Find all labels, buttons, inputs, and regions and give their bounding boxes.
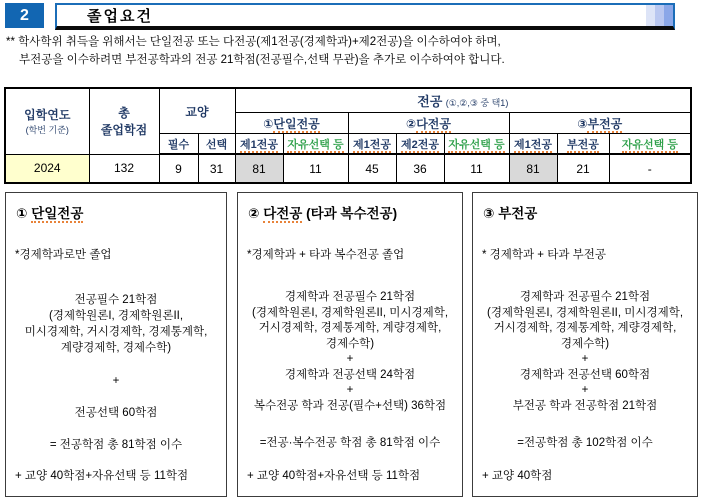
box3-title-main: 부전공 bbox=[498, 206, 538, 221]
cell-total: 132 bbox=[89, 154, 159, 183]
liberal-arts-label: 교양 bbox=[185, 104, 209, 119]
minor-box-title bbox=[473, 193, 697, 222]
box3-line: 거시경제학, 경제통계학, 계량경제학, bbox=[493, 322, 677, 334]
box3-intro: * 경제학과 + 타과 부전공 bbox=[482, 249, 606, 261]
plus-sign: + bbox=[346, 353, 354, 365]
plus-sign: + bbox=[346, 384, 354, 396]
double-major-box bbox=[237, 192, 463, 497]
subcol-minor-minor bbox=[557, 134, 609, 155]
subcol-required bbox=[159, 134, 198, 155]
stripe-medium bbox=[655, 5, 664, 26]
title-end-stripes bbox=[646, 5, 673, 26]
cell-multi-major2: 36 bbox=[396, 154, 444, 183]
box2-line: 경제수학) bbox=[325, 337, 375, 350]
box1-intro: *경제학과로만 졸업 bbox=[15, 249, 112, 261]
col-major-group bbox=[235, 88, 691, 113]
box3-line: 부전공 학과 전공학점 21학점 bbox=[512, 399, 658, 412]
group-single-major bbox=[235, 113, 348, 134]
box3-sum-line: =전공학점 총 102학점 이수 bbox=[517, 437, 653, 449]
entry-year-label: 입학연도 bbox=[24, 108, 71, 123]
section-title-bar bbox=[55, 3, 675, 30]
box1-line: 전공필수 21학점 bbox=[74, 294, 158, 306]
box2-line: 경제학과 전공선택 24학점 bbox=[284, 368, 416, 381]
group3-label: 부전공 bbox=[587, 116, 623, 131]
box1-line: 계량경제학, 경제수학) bbox=[60, 342, 172, 354]
subcol-elective bbox=[198, 134, 235, 155]
stripe-light bbox=[646, 5, 655, 26]
minor-minor-label: 부전공 bbox=[567, 138, 599, 151]
multi-free-label: 자유선택 등 bbox=[448, 138, 505, 151]
group3-prefix: ③ bbox=[577, 116, 588, 131]
col-entry-year bbox=[5, 88, 89, 154]
plus-sign: + bbox=[581, 353, 589, 365]
box1-footer: + 교양 40학점+자유선택 등 11학점 bbox=[15, 470, 189, 482]
note-line-2: 부전공을 이수하려면 부전공학과의 전공 21학점(전공필수,선택 무관)을 추가로 이수하여야 합니다. bbox=[19, 54, 505, 67]
single-major-box bbox=[5, 192, 227, 497]
minor-major1-label: 제1전공 bbox=[514, 138, 552, 151]
box2-line: 복수전공 학과 전공(필수+선택) 36학점 bbox=[253, 399, 447, 412]
box1-prefix: ① bbox=[16, 206, 28, 221]
total-credits-label-1: 총 bbox=[118, 106, 130, 121]
plus-sign: + bbox=[112, 375, 120, 387]
group-double-major bbox=[348, 113, 509, 134]
box2-prefix: ② bbox=[248, 206, 260, 221]
total-credits-label-2: 졸업학점 bbox=[100, 123, 148, 138]
major-header-label: 전공 bbox=[417, 94, 443, 109]
group1-label: 단일전공 bbox=[273, 116, 320, 131]
box2-footer: + 교양 40학점+자유선택 등 11학점 bbox=[247, 470, 421, 482]
multi-major1-label: 제1전공 bbox=[353, 138, 391, 151]
col-total-credits bbox=[89, 88, 159, 154]
group2-prefix: ② bbox=[406, 116, 417, 131]
box1-line: 미시경제학, 거시경제학, 경제통계학, bbox=[24, 326, 208, 338]
single-major1-label: 제1전공 bbox=[240, 138, 278, 151]
cell-minor-major1: 81 bbox=[509, 154, 557, 183]
box3-prefix: ③ bbox=[483, 206, 495, 221]
box3-line: (경제학원론I, 경제학원론II, 미시경제학, bbox=[486, 306, 684, 319]
section-number: 2 bbox=[20, 6, 29, 24]
group1-prefix: ① bbox=[263, 116, 274, 131]
group2-label: 다전공 bbox=[416, 116, 451, 131]
box2-line: 경제학과 전공필수 21학점 bbox=[284, 291, 416, 303]
subcol-single-major1 bbox=[235, 134, 283, 155]
box3-detail bbox=[473, 290, 697, 452]
box2-sum-line: =전공·복수전공 학점 총 81학점 이수 bbox=[259, 437, 441, 449]
col-liberal-arts bbox=[159, 88, 235, 134]
note-text bbox=[6, 33, 505, 70]
box1-title-main: 단일전공 bbox=[31, 206, 84, 221]
box2-line: (경제학원론I, 경제학원론II, 미시경제학, bbox=[251, 306, 449, 319]
cell-elective: 31 bbox=[198, 154, 235, 183]
box2-title-suffix: (타과 복수전공) bbox=[302, 206, 398, 221]
required-label: 필수 bbox=[167, 138, 190, 151]
subcol-multi-free bbox=[444, 134, 509, 155]
subcol-minor-free bbox=[609, 134, 691, 155]
single-major-box-title bbox=[6, 193, 226, 222]
cell-single-free: 11 bbox=[283, 154, 348, 183]
elective-label: 선택 bbox=[205, 138, 228, 151]
box1-line: (경제학원론I, 경제학원론II, bbox=[48, 310, 184, 322]
box3-footer: + 교양 40학점 bbox=[482, 470, 553, 482]
cell-minor-minor: 21 bbox=[557, 154, 609, 183]
subcol-multi-major1 bbox=[348, 134, 396, 155]
subcol-minor-major1 bbox=[509, 134, 557, 155]
single-free-label: 자유선택 등 bbox=[287, 138, 344, 151]
note-line-1: ** 학사학위 취득을 위해서는 단일전공 또는 다전공(제1전공(경제학과)+제2전공)을 이수하여야 하며, bbox=[6, 36, 501, 48]
cell-multi-major1: 45 bbox=[348, 154, 396, 183]
page-title: 졸업요건 bbox=[87, 8, 153, 25]
box1-line: 전공선택 60학점 bbox=[74, 407, 158, 419]
box1-sum-line: = 전공학점 총 81학점 이수 bbox=[49, 439, 183, 451]
cell-required: 9 bbox=[159, 154, 198, 183]
group-minor bbox=[509, 113, 691, 134]
minor-box bbox=[472, 192, 698, 497]
box2-intro: *경제학과 + 타과 복수전공 졸업 bbox=[247, 249, 405, 261]
graduation-requirements-table bbox=[4, 87, 692, 184]
subcol-multi-major2 bbox=[396, 134, 444, 155]
box1-detail bbox=[6, 292, 226, 453]
box2-line: 거시경제학, 경제통계학, 계량경제학, bbox=[258, 322, 442, 334]
minor-free-label: 자유선택 등 bbox=[621, 138, 678, 151]
box2-detail bbox=[238, 290, 462, 452]
box3-line: 경제학과 전공필수 21학점 bbox=[519, 291, 651, 303]
cell-single-major1: 81 bbox=[235, 154, 283, 183]
entry-year-sublabel: (학번 기준) bbox=[25, 125, 69, 136]
box2-title-main: 다전공 bbox=[263, 206, 303, 221]
cell-minor-free: - bbox=[609, 154, 691, 183]
double-major-box-title bbox=[238, 193, 462, 222]
subcol-single-free bbox=[283, 134, 348, 155]
section-number-badge bbox=[5, 3, 44, 28]
cell-multi-free: 11 bbox=[444, 154, 509, 183]
cell-year: 2024 bbox=[5, 154, 89, 183]
box3-line: 경제수학) bbox=[560, 337, 610, 350]
box3-line: 경제학과 전공선택 60학점 bbox=[519, 368, 651, 381]
plus-sign: + bbox=[581, 384, 589, 396]
major-header-sublabel: (①,②,③ 중 택1) bbox=[445, 98, 509, 108]
multi-major2-label: 제2전공 bbox=[401, 138, 439, 151]
stripe-dark bbox=[664, 5, 673, 26]
